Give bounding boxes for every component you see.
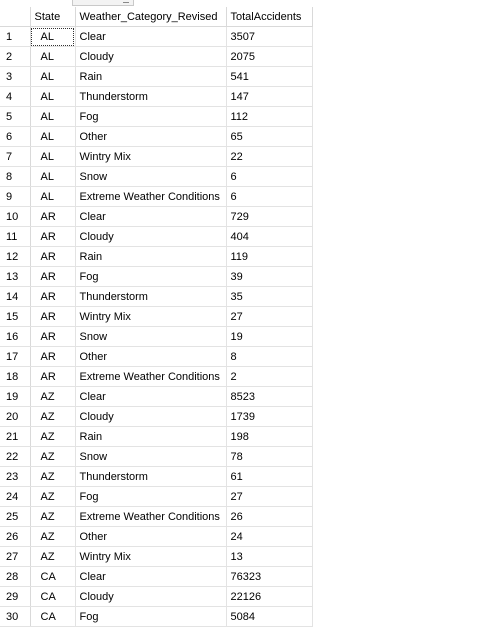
total-accidents-cell[interactable]: 8523 [226,387,312,407]
state-cell[interactable]: AL [30,167,75,187]
total-accidents-cell[interactable]: 8 [226,347,312,367]
row-number-cell[interactable]: 10 [0,207,30,227]
weather-category-cell[interactable]: Thunderstorm [75,467,226,487]
table-row[interactable] [0,607,312,627]
row-number-cell[interactable]: 7 [0,147,30,167]
weather-category-cell[interactable]: Fog [75,607,226,627]
row-number-cell[interactable]: 18 [0,367,30,387]
total-accidents-cell[interactable]: 26 [226,507,312,527]
weather-category-cell[interactable]: Extreme Weather Conditions [75,187,226,207]
total-accidents-cell[interactable]: 3507 [226,27,312,47]
weather-category-cell[interactable]: Rain [75,247,226,267]
row-number-cell[interactable]: 9 [0,187,30,207]
table-row[interactable] [0,587,312,607]
table-row[interactable] [0,327,312,347]
total-accidents-cell[interactable]: 76323 [226,567,312,587]
row-number-cell[interactable]: 12 [0,247,30,267]
total-accidents-cell[interactable]: 35 [226,287,312,307]
total-accidents-cell[interactable]: 19 [226,327,312,347]
results-tab-strip [0,0,502,7]
table-row[interactable] [0,387,312,407]
weather-category-cell[interactable]: Clear [75,567,226,587]
total-accidents-cell[interactable]: 27 [226,487,312,507]
state-cell[interactable]: AR [30,227,75,247]
grid-body [0,27,312,627]
state-cell[interactable]: AL [30,67,75,87]
total-accidents-cell[interactable]: 198 [226,427,312,447]
weather-category-cell[interactable]: Other [75,527,226,547]
state-cell[interactable]: AL [30,107,75,127]
row-number-cell[interactable]: 5 [0,107,30,127]
weather-category-cell[interactable]: Fog [75,267,226,287]
row-number-cell[interactable]: 1 [0,27,30,47]
row-number-cell[interactable]: 22 [0,447,30,467]
total-accidents-cell[interactable]: 6 [226,187,312,207]
row-number-cell[interactable]: 24 [0,487,30,507]
row-number-cell[interactable]: 21 [0,427,30,447]
total-accidents-cell[interactable]: 78 [226,447,312,467]
total-accidents-cell[interactable]: 5084 [226,607,312,627]
weather-category-cell[interactable]: Cloudy [75,47,226,67]
state-cell[interactable]: AL [30,187,75,207]
tab-glyph-icon [123,0,129,3]
row-number-cell[interactable]: 27 [0,547,30,567]
table-row[interactable] [0,547,312,567]
state-cell[interactable]: AL [30,87,75,107]
weather-category-cell[interactable]: Wintry Mix [75,307,226,327]
total-accidents-cell[interactable]: 22 [226,147,312,167]
state-cell[interactable]: AZ [30,387,75,407]
state-cell[interactable]: AR [30,247,75,267]
table-row[interactable] [0,427,312,447]
row-number-cell[interactable]: 26 [0,527,30,547]
weather-category-cell[interactable]: Clear [75,387,226,407]
row-number-cell[interactable]: 25 [0,507,30,527]
row-number-cell[interactable]: 4 [0,87,30,107]
total-accidents-cell[interactable]: 404 [226,227,312,247]
weather-category-cell[interactable]: Fog [75,107,226,127]
grid-corner[interactable] [0,7,30,27]
column-header-weather-category[interactable]: Weather_Category_Revised [75,7,226,27]
state-cell[interactable]: AL [30,27,75,47]
total-accidents-cell[interactable]: 1739 [226,407,312,427]
row-number-cell[interactable]: 11 [0,227,30,247]
state-cell[interactable]: AR [30,327,75,347]
row-number-cell[interactable]: 17 [0,347,30,367]
weather-category-cell[interactable]: Cloudy [75,407,226,427]
state-cell[interactable]: AZ [30,507,75,527]
state-cell[interactable]: AL [30,147,75,167]
table-row[interactable] [0,267,312,287]
table-row[interactable] [0,367,312,387]
total-accidents-cell[interactable]: 22126 [226,587,312,607]
weather-category-cell[interactable]: Thunderstorm [75,287,226,307]
row-number-cell[interactable]: 29 [0,587,30,607]
header-row [0,7,312,27]
weather-category-cell[interactable]: Snow [75,327,226,347]
weather-category-cell[interactable]: Cloudy [75,587,226,607]
table-row[interactable] [0,107,312,127]
state-cell[interactable]: AR [30,267,75,287]
weather-category-cell[interactable]: Snow [75,167,226,187]
total-accidents-cell[interactable]: 2 [226,367,312,387]
table-row[interactable] [0,207,312,227]
weather-category-cell[interactable]: Extreme Weather Conditions [75,367,226,387]
state-cell[interactable]: AR [30,207,75,227]
total-accidents-cell[interactable]: 61 [226,467,312,487]
table-row[interactable] [0,467,312,487]
weather-category-cell[interactable]: Snow [75,447,226,467]
row-number-cell[interactable]: 14 [0,287,30,307]
table-row[interactable] [0,47,312,67]
table-row[interactable] [0,567,312,587]
table-row[interactable] [0,247,312,267]
table-row[interactable] [0,187,312,207]
state-cell[interactable]: AR [30,367,75,387]
column-header-state[interactable]: State [30,7,75,27]
weather-category-cell[interactable]: Cloudy [75,227,226,247]
state-cell[interactable]: AZ [30,467,75,487]
state-cell[interactable]: AZ [30,407,75,427]
weather-category-cell[interactable]: Extreme Weather Conditions [75,507,226,527]
total-accidents-cell[interactable]: 147 [226,87,312,107]
table-row[interactable] [0,27,312,47]
row-number-cell[interactable]: 19 [0,387,30,407]
table-row[interactable] [0,67,312,87]
row-number-cell[interactable]: 8 [0,167,30,187]
total-accidents-cell[interactable]: 39 [226,267,312,287]
total-accidents-cell[interactable]: 2075 [226,47,312,67]
state-cell[interactable]: AL [30,47,75,67]
total-accidents-cell[interactable]: 27 [226,307,312,327]
weather-category-cell[interactable]: Wintry Mix [75,547,226,567]
total-accidents-cell[interactable]: 24 [226,527,312,547]
table-row[interactable] [0,307,312,327]
total-accidents-cell[interactable]: 13 [226,547,312,567]
weather-category-cell[interactable]: Fog [75,487,226,507]
state-cell[interactable]: AZ [30,487,75,507]
table-row[interactable] [0,447,312,467]
row-number-cell[interactable]: 6 [0,127,30,147]
row-number-cell[interactable]: 13 [0,267,30,287]
state-cell[interactable]: AL [30,127,75,147]
weather-category-cell[interactable]: Clear [75,207,226,227]
table-row[interactable] [0,287,312,307]
weather-category-cell[interactable]: Rain [75,427,226,447]
weather-category-cell[interactable]: Clear [75,27,226,47]
total-accidents-cell[interactable]: 6 [226,167,312,187]
table-row[interactable] [0,527,312,547]
table-row[interactable] [0,167,312,187]
state-cell[interactable]: AZ [30,427,75,447]
table-row[interactable] [0,147,312,167]
state-cell[interactable]: AR [30,287,75,307]
table-row[interactable] [0,87,312,107]
total-accidents-cell[interactable]: 541 [226,67,312,87]
row-number-cell[interactable]: 20 [0,407,30,427]
weather-category-cell[interactable]: Other [75,347,226,367]
row-number-cell[interactable]: 23 [0,467,30,487]
state-cell[interactable]: CA [30,567,75,587]
column-header-total-accidents[interactable]: TotalAccidents [226,7,312,27]
row-number-cell[interactable]: 30 [0,607,30,627]
table-row[interactable] [0,407,312,427]
state-cell[interactable]: AZ [30,547,75,567]
row-number-cell[interactable]: 2 [0,47,30,67]
table-row[interactable] [0,507,312,527]
table-row[interactable] [0,347,312,367]
total-accidents-cell[interactable]: 119 [226,247,312,267]
state-cell[interactable]: AR [30,347,75,367]
row-number-cell[interactable]: 28 [0,567,30,587]
state-cell[interactable]: CA [30,607,75,627]
state-cell[interactable]: CA [30,587,75,607]
state-cell[interactable]: AZ [30,447,75,467]
row-number-cell[interactable]: 15 [0,307,30,327]
state-cell[interactable]: AR [30,307,75,327]
table-row[interactable] [0,227,312,247]
total-accidents-cell[interactable]: 65 [226,127,312,147]
row-number-cell[interactable]: 3 [0,67,30,87]
weather-category-cell[interactable]: Other [75,127,226,147]
total-accidents-cell[interactable]: 729 [226,207,312,227]
weather-category-cell[interactable]: Thunderstorm [75,87,226,107]
table-row[interactable] [0,487,312,507]
total-accidents-cell[interactable]: 112 [226,107,312,127]
weather-category-cell[interactable]: Rain [75,67,226,87]
row-number-cell[interactable]: 16 [0,327,30,347]
state-cell[interactable]: AZ [30,527,75,547]
results-tab[interactable] [72,0,134,6]
weather-category-cell[interactable]: Wintry Mix [75,147,226,167]
results-grid[interactable] [0,7,313,627]
table-row[interactable] [0,127,312,147]
